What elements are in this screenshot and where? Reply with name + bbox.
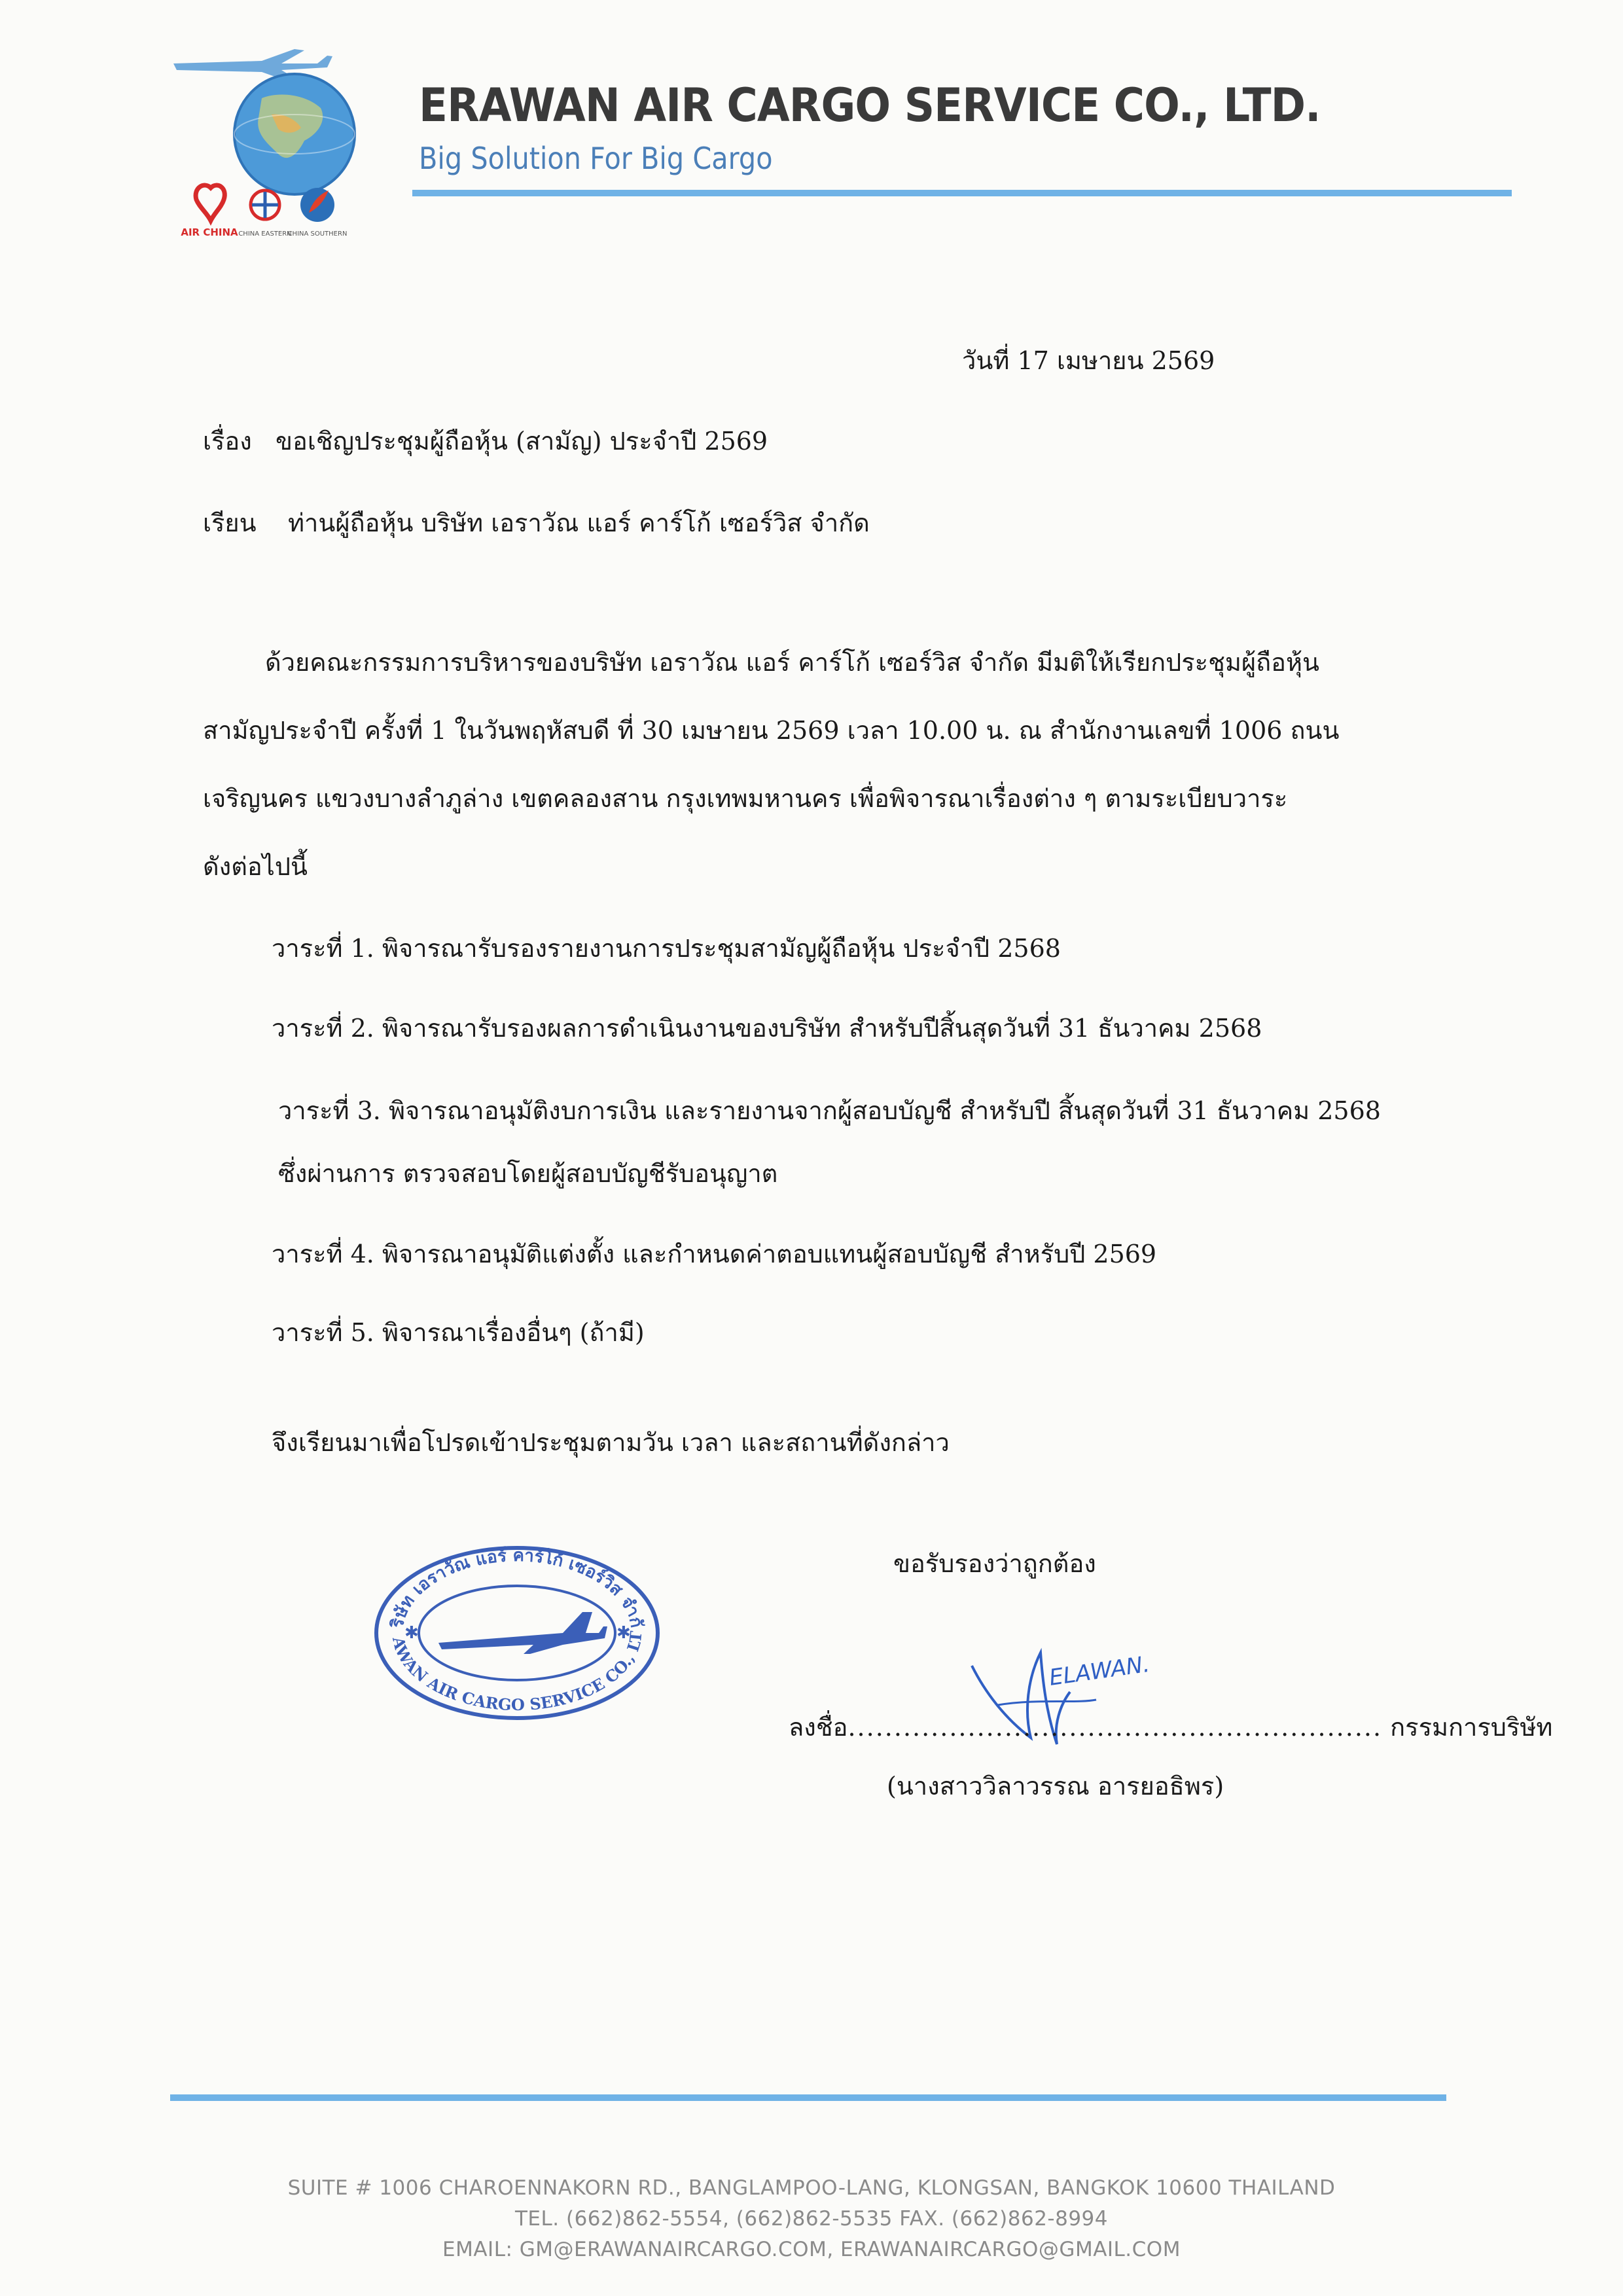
footer-address: SUITE # 1006 CHAROENNAKORN RD., BANGLAMPOO-LANG, KLONGSAN, BANGKOK 10600 THAILAND — [287, 2176, 1336, 2200]
signature-text: ELAWAN. — [1047, 1651, 1152, 1691]
agenda-item-4: วาระที่ 4. พิจารณาอนุมัติแต่งตั้ง และกำหนดค่าตอบแทนผู้สอบบัญชี สำหรับปี 2569 — [272, 1240, 1157, 1268]
air-china-logo — [181, 185, 238, 238]
signature-line — [789, 1715, 1552, 1740]
stamp-airplane-icon — [438, 1612, 607, 1654]
agenda-item-1: วาระที่ 1. พิจารณารับรองรายงานการประชุมสามัญผู้ถือหุ้น ประจำปี 2568 — [272, 934, 1061, 963]
agenda-item-3: วาระที่ 3. พิจารณาอนุมัติงบการเงิน และรายงานจากผู้สอบบัญชี สำหรับปี สิ้นสุดวันที่ 31 ธันวาคม 2568 — [278, 1096, 1381, 1125]
stamp-thai-text: ริษัท เอราวัณ แอร์ คาร์โก้ เซอร์วิส จำกั — [387, 1545, 647, 1630]
subject-line — [203, 429, 768, 454]
company-name: ERAWAN AIR CARGO SERVICE CO., LTD. — [419, 79, 1321, 132]
header-divider — [412, 190, 1512, 196]
stamp-star-icon: ✱ — [616, 1623, 631, 1643]
footer-divider — [170, 2094, 1446, 2101]
intro-paragraph — [203, 628, 1427, 901]
salutation-label: เรียน — [203, 509, 257, 537]
company-stamp — [366, 1535, 668, 1725]
intro-line: สามัญประจำปี ครั้งที่ 1 ในวันพฤหัสบดี ที่ 30 เมษายน 2569 เวลา 10.00 น. ณ สำนักงานเลขที่ 1006 ถนน — [203, 716, 1340, 745]
china-southern-label: CHINA SOUTHERN — [287, 230, 348, 238]
salutation-text: ท่านผู้ถือหุ้น บริษัท เอราวัณ แอร์ คาร์โก้ เซอร์วิส จำกัด — [287, 509, 870, 537]
agenda-item-3-continued: ซึ่งผ่านการ ตรวจสอบโดยผู้สอบบัญชีรับอนุญาต — [278, 1159, 778, 1188]
intro-line: ด้วยคณะกรรมการบริหารของบริษัท เอราวัณ แอร์ คาร์โก้ เซอร์วิส จำกัด มีมติให้เรียกประชุมผู้ถือหุ้น — [265, 648, 1320, 677]
intro-line: เจริญนคร แขวงบางลำภูล่าง เขตคลองสาน กรุงเทพมหานคร เพื่อพิจารณาเรื่องต่าง ๆ ตามระเบียบวาระ — [203, 784, 1288, 813]
agenda-item-5: วาระที่ 5. พิจารณาเรื่องอื่นๆ (ถ้ามี) — [272, 1318, 645, 1347]
china-eastern-logo — [238, 190, 291, 238]
salutation-line — [203, 511, 870, 535]
letter-date: วันที่ 17 เมษายน 2569 — [962, 346, 1215, 375]
subject-label: เรื่อง — [203, 427, 252, 456]
air-china-label: AIR CHINA — [181, 226, 238, 238]
stamp-star-icon: ✱ — [404, 1623, 419, 1643]
signer-name: (นางสาววิลาวรรณ อารยอธิพร) — [887, 1772, 1224, 1801]
stamp-english-text: AWAN AIR CARGO SERVICE CO., LT — [389, 1630, 646, 1715]
subject-text: ขอเชิญประชุมผู้ถือหุ้น (สามัญ) ประจำปี 2569 — [276, 427, 768, 456]
company-tagline: Big Solution For Big Cargo — [419, 141, 773, 176]
china-eastern-label: CHINA EASTERN — [238, 230, 292, 238]
globe-icon — [234, 74, 355, 194]
footer-phone: TEL. (662)862-5554, (662)862-5535 FAX. (662)862-8994 — [514, 2207, 1109, 2231]
certification-text: ขอรับรองว่าถูกต้อง — [893, 1549, 1096, 1578]
signer-title: กรรมการบริษัท — [1390, 1713, 1553, 1742]
signature-label: ลงชื่อ — [789, 1713, 848, 1742]
agenda-item-2: วาระที่ 2. พิจารณารับรองผลการดำเนินงานของบริษัท สำหรับปีสิ้นสุดวันที่ 31 ธันวาคม 2568 — [272, 1014, 1262, 1043]
closing-line: จึงเรียนมาเพื่อโปรดเข้าประชุมตามวัน เวลา และสถานที่ดังกล่าว — [272, 1428, 950, 1457]
footer-email: EMAIL: GM@ERAWANAIRCARGO.COM, ERAWANAIRCARGO@GMAIL.COM — [442, 2238, 1181, 2261]
signature-dots: .......................................................... — [847, 1713, 1383, 1742]
intro-line: ดังต่อไปนี้ — [203, 852, 308, 881]
company-logo — [164, 36, 386, 252]
